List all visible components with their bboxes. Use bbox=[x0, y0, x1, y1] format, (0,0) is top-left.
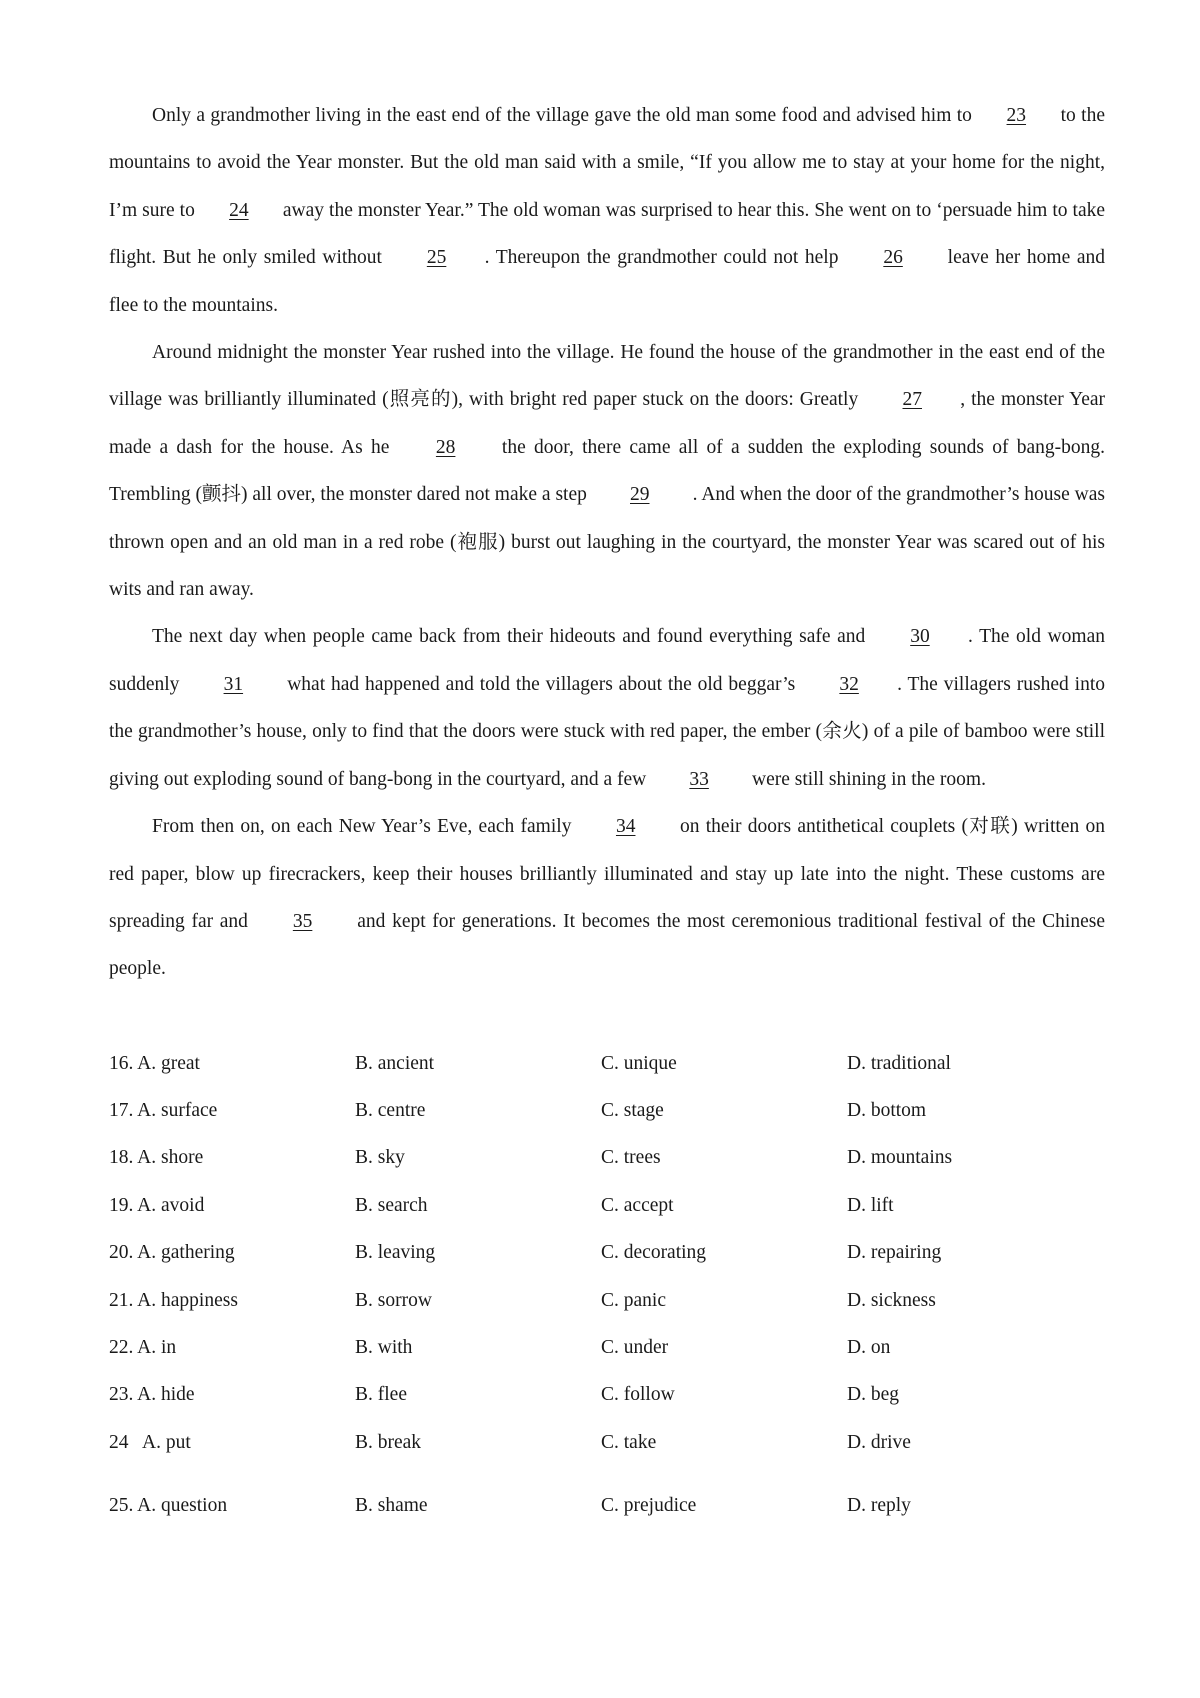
option-d: D. lift bbox=[847, 1194, 894, 1216]
option-b: B. flee bbox=[355, 1384, 407, 1406]
blank-33: 33 bbox=[689, 768, 709, 790]
passage-text: and kept for generations. It becomes the most ceremonious traditional festival of the Chinese people. bbox=[109, 910, 1105, 980]
passage-text: . The villagers rushed into the grandmother’s house, only to find that the doors were stuck with red paper, the ember (余火) of a pile of bamboo were still giving out exploding sound of bang-bong in the courtyard, and a few bbox=[109, 673, 1105, 790]
paragraph-4 bbox=[109, 803, 1105, 993]
option-d: D. traditional bbox=[847, 1052, 951, 1074]
option-b: B. sky bbox=[355, 1147, 405, 1169]
option-c: C. stage bbox=[601, 1100, 664, 1122]
answer-options bbox=[109, 1040, 1105, 1530]
blank-35: 35 bbox=[292, 910, 313, 932]
passage-text: The next day when people came back from their hideouts and found everything safe and bbox=[152, 626, 872, 648]
option-a: 24 A. put bbox=[109, 1431, 191, 1453]
option-b: B. break bbox=[355, 1431, 422, 1453]
blank-30: 30 bbox=[910, 626, 930, 648]
option-d: D. on bbox=[847, 1337, 891, 1359]
option-c: C. prejudice bbox=[601, 1495, 697, 1517]
passage-text: . And when the door of the grandmother’s house was thrown open and an old man in a red robe (袍服) burst out laughing in the courtyard, the monster Year was scared out of his wits and ran away. bbox=[109, 484, 1106, 601]
option-a: 18. A. shore bbox=[109, 1147, 204, 1169]
blank-27: 27 bbox=[902, 389, 922, 411]
option-b: B. leaving bbox=[355, 1242, 436, 1264]
option-c: C. take bbox=[601, 1431, 657, 1453]
option-c: C. panic bbox=[601, 1289, 666, 1311]
option-b: B. shame bbox=[355, 1495, 428, 1517]
option-a: 19. A. avoid bbox=[109, 1194, 205, 1216]
option-row-23 bbox=[109, 1372, 1105, 1419]
blank-26: 26 bbox=[883, 247, 903, 269]
option-a: 25. A. question bbox=[109, 1495, 228, 1517]
option-a: 17. A. surface bbox=[109, 1100, 218, 1122]
paragraph-2 bbox=[109, 329, 1105, 613]
option-a: 20. A. gathering bbox=[109, 1242, 235, 1264]
blank-25: 25 bbox=[426, 247, 447, 269]
option-d: D. reply bbox=[847, 1495, 911, 1517]
option-d: D. mountains bbox=[847, 1147, 953, 1169]
option-c: C. under bbox=[601, 1337, 669, 1359]
option-row-16 bbox=[109, 1040, 1105, 1087]
option-row-18 bbox=[109, 1135, 1105, 1182]
option-row-20 bbox=[109, 1230, 1105, 1277]
option-b: B. ancient bbox=[355, 1052, 435, 1074]
option-a: 22. A. in bbox=[109, 1337, 177, 1359]
blank-24: 24 bbox=[229, 199, 249, 221]
passage-text: Only a grandmother living in the east end of the village gave the old man some food and advised him to bbox=[152, 105, 978, 126]
blank-23: 23 bbox=[1006, 105, 1027, 126]
passage-text: , the monster Year made a dash for the house. As he bbox=[109, 389, 1105, 458]
option-d: D. bottom bbox=[847, 1100, 927, 1122]
passage-text: . The old woman suddenly bbox=[109, 626, 1105, 695]
option-c: C. follow bbox=[601, 1384, 675, 1406]
passage-text: away the monster Year.” The old woman was surprised to hear this. She went on to ‘persuade him to take flight. But he only smiled without bbox=[109, 199, 1106, 269]
option-c: C. unique bbox=[601, 1052, 677, 1074]
option-row-21 bbox=[109, 1277, 1105, 1324]
reading-passage bbox=[109, 92, 1105, 993]
passage-text: the door, there came all of a sudden the exploding sounds of bang-bong. Trembling (颤抖) all over, the monster dared not make a step bbox=[109, 436, 1106, 506]
option-c: C. trees bbox=[601, 1147, 661, 1169]
passage-text: From then on, on each New Year’s Eve, each family bbox=[152, 816, 578, 838]
option-d: D. drive bbox=[847, 1431, 911, 1453]
passage-text: were still shining in the room. bbox=[747, 768, 986, 790]
blank-34: 34 bbox=[615, 816, 636, 838]
option-a: 16. A. great bbox=[109, 1052, 200, 1074]
option-b: B. centre bbox=[355, 1100, 426, 1122]
option-row-17 bbox=[109, 1087, 1105, 1134]
option-a: 21. A. happiness bbox=[109, 1289, 238, 1311]
passage-text: Around midnight the monster Year rushed into the village. He found the house of the grandmother in the east end of the village was brilliantly illuminated (照亮的), with bright red paper stuck on the doors: Greatly bbox=[109, 342, 1105, 411]
option-row-19 bbox=[109, 1182, 1105, 1229]
option-a: 23. A. hide bbox=[109, 1384, 195, 1406]
option-b: B. with bbox=[355, 1337, 413, 1359]
option-c: C. decorating bbox=[601, 1242, 707, 1264]
passage-text: on their doors antithetical couplets (对联) written on red paper, blow up firecrackers, keep their houses brilliantly illuminated and stay up late into the night. These customs are spreading far and bbox=[109, 816, 1105, 932]
blank-28: 28 bbox=[435, 436, 456, 458]
paragraph-3 bbox=[109, 613, 1105, 803]
option-d: D. repairing bbox=[847, 1242, 942, 1264]
passage-text: to the mountains to avoid the Year monster. But the old man said with a smile, “If you allow me to stay at your home for the night, I’m sure to bbox=[109, 105, 1105, 221]
option-row-25 bbox=[109, 1483, 1105, 1530]
blank-32: 32 bbox=[839, 673, 859, 695]
option-b: B. search bbox=[355, 1194, 428, 1216]
option-d: D. sickness bbox=[847, 1289, 936, 1311]
passage-text: . Thereupon the grandmother could not help bbox=[484, 247, 846, 269]
passage-text: leave her home and flee to the mountains. bbox=[109, 247, 1105, 316]
option-b: B. sorrow bbox=[355, 1289, 432, 1311]
option-row-24 bbox=[109, 1419, 1105, 1466]
blank-31: 31 bbox=[223, 673, 244, 695]
option-row-22 bbox=[109, 1324, 1105, 1371]
paragraph-1 bbox=[109, 92, 1105, 329]
blank-29: 29 bbox=[630, 484, 650, 506]
option-d: D. beg bbox=[847, 1384, 899, 1406]
option-c: C. accept bbox=[601, 1194, 674, 1216]
passage-text: what had happened and told the villagers about the old beggar’s bbox=[281, 673, 802, 695]
